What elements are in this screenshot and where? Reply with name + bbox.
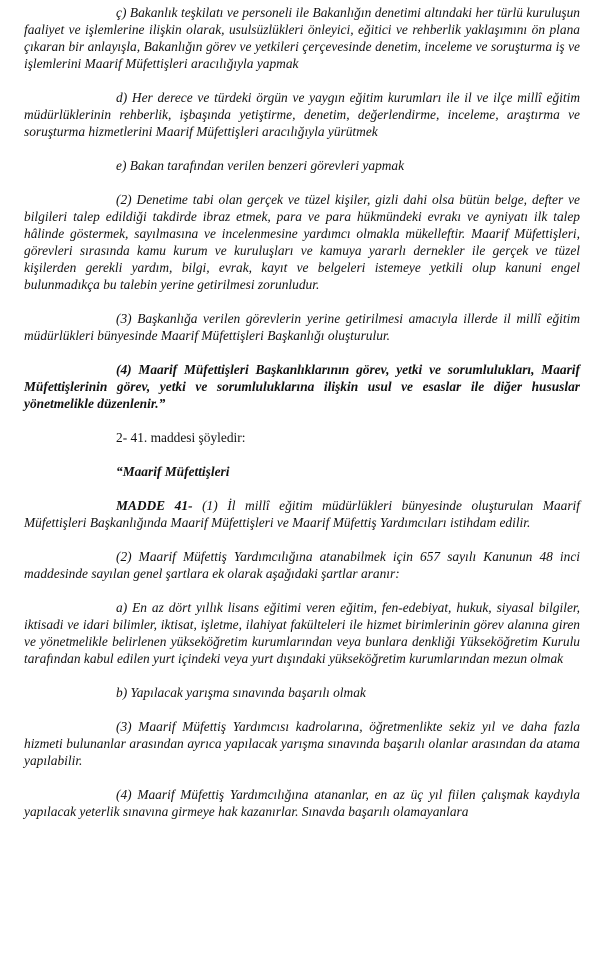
article-41-paragraph-2: (2) Maarif Müfettiş Yardımcılığına atanabilmek için 657 sayılı Kanunun 48 inci maddesinde sayılan genel şartlara ek olarak aşağıdaki şartlar aranır: — [24, 549, 580, 581]
article-41-clause-b: b) Yapılacak yarışma sınavında başarılı olmak — [116, 685, 366, 700]
clause-d: d) Her derece ve türdeki örgün ve yaygın eğitim kurumları ile il ve ilçe millî eğitim müdürlüklerinin rehberlik, işbaşında yetiştirme, denetim, değerlendirme, inceleme, araştırma ve soruşturma hizmetlerini Maarif Müfettişleri aracılığıyla yürütmek — [24, 90, 580, 139]
clause-e: e) Bakan tarafından verilen benzeri görevleri yapmak — [116, 158, 405, 173]
paragraph-4-bold: (4) Maarif Müfettişleri Başkanlıklarının görev, yetki ve sorumlulukları, Maarif Müfettişlerinin görev, yetki ve sorumluluklarına ilişkin usul ve esaslar ile diğer hususlar yönetmelikle düzenlenir.” — [24, 362, 580, 411]
article-41-paragraph-1 — [24, 497, 580, 531]
article-amendment-heading: 2- 41. maddesi şöyledir: — [116, 430, 246, 445]
paragraph-3: (3) Başkanlığa verilen görevlerin yerine getirilmesi amacıyla illerde il millî eğitim müdürlükleri bünyesinde Maarif Müfettişleri Başkanlığı oluşturulur. — [24, 311, 580, 343]
article-41-label: MADDE 41- — [116, 498, 193, 513]
article-41-clause-a: a) En az dört yıllık lisans eğitimi veren eğitim, fen-edebiyat, hukuk, siyasal bilgiler, iktisadi ve idari bilimler, iktisat, işletme, ilahiyat fakülteleri ile hizmet birimlerinin görev alanına giren ve yönetmelikle belirlenen yükseköğretim kurumlarından veya bunlara denkliği Yükseköğretim Kurulu tarafından kabul edilen yurt içindeki veya yurt dışındaki yükseköğretim kurumlarından mezun olmak — [24, 600, 580, 666]
clause-c-cedilla: ç) Bakanlık teşkilatı ve personeli ile Bakanlığın denetimi altındaki her türlü kuruluşun faaliyet ve işlemlerine ilişkin olarak, usulsüzlükleri önleyici, eğitici ve rehberlik yaklaşımını ön plana çıkaran bir anlayışla, Bakanlığın görev ve yetkileri çerçevesinde denetim, inceleme ve soruşturma iş ve işlemlerini Maarif Müfettişleri aracılığıyla yapmak — [24, 5, 580, 71]
paragraph-2: (2) Denetime tabi olan gerçek ve tüzel kişiler, gizli dahi olsa bütün belge, defter ve bilgileri talep edildiği takdirde ibraz etmek, para ve para hükmündeki evrakı ve ayniyatı ilk talep hâlinde göstermek, sayılmasına ve incelenmesine yardımcı olmakla mükelleftir. Maarif Müfettişleri, görevleri sırasında kamu kurum ve kuruluşları ve kamuya yararlı dernekler ile gerçek ve tüzel kişilerden gerekli yardım, bilgi, evrak, kayıt ve belgeleri istemeye yetkili olup kanuni engel bulunmadıkça bu talebin yerine getirilmesi zorunludur. — [24, 192, 580, 292]
article-41-paragraph-4: (4) Maarif Müfettiş Yardımcılığına atananlar, en az üç yıl fiilen çalışmak kaydıyla yapılacak yeterlik sınavına girmeye hak kazanırlar. Sınavda başarılı olamayanlara — [24, 787, 580, 819]
article-41-paragraph-3: (3) Maarif Müfettiş Yardımcısı kadrolarına, öğretmenlikte sekiz yıl ve daha fazla hizmeti bulunanlar arasından ayrıca yapılacak yarışma sınavında başarılı olanlar arasından da atama yapılabilir. — [24, 719, 580, 768]
article-41-text: (1) İl millî eğitim müdürlükleri bünyesinde oluşturulan Maarif Müfettişleri Başkanlığında Maarif Müfettişleri ve Maarif Müfettiş Yardımcıları istihdam edilir. — [24, 498, 580, 530]
document-page — [24, 4, 580, 820]
article-title: “Maarif Müfettişleri — [116, 464, 230, 479]
